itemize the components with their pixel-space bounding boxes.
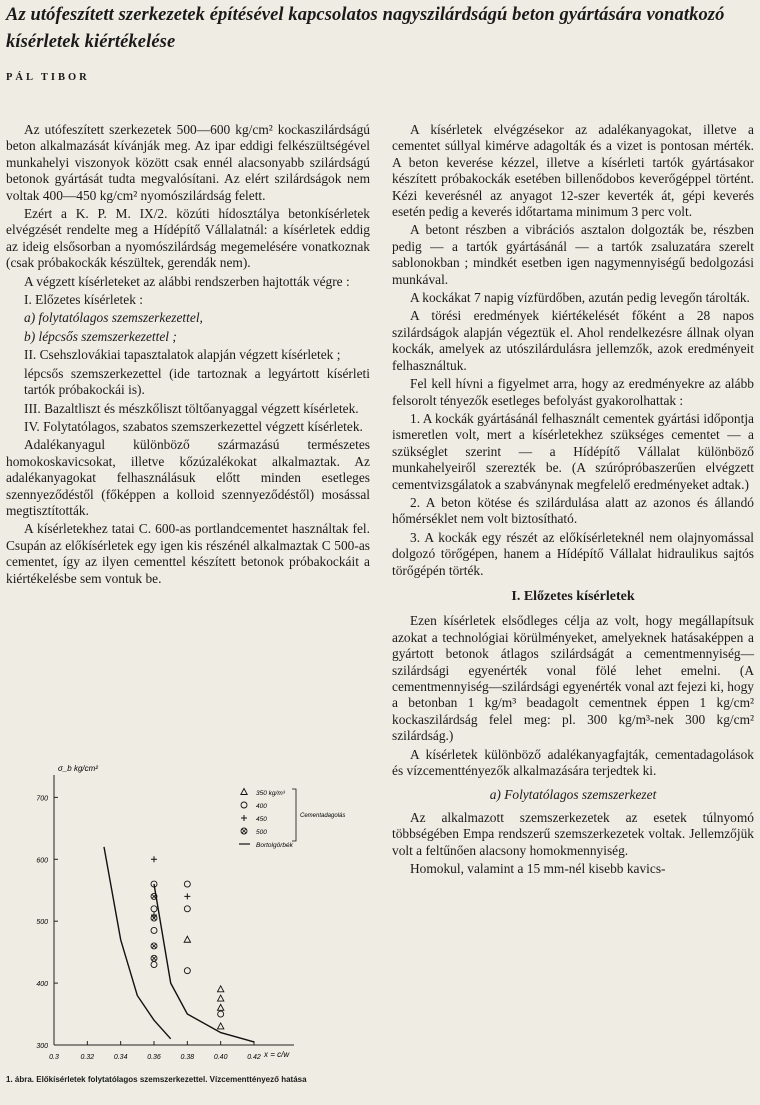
y-tick-label: 500	[36, 919, 48, 927]
legend-label: 500	[256, 829, 267, 836]
list-item	[6, 329, 370, 345]
data-point-400	[151, 962, 157, 968]
legend-label: 450	[256, 816, 267, 823]
paragraph: Az alkalmazott szemszerkezetek az esetek túlnyomó többségében Empa rendszerű szemszerkezetek voltak. Jellemzőjük volt a feltűnően alacsony homokmennyiség.	[392, 809, 754, 858]
data-point-350	[217, 995, 223, 1001]
data-point-400	[218, 1011, 224, 1017]
paragraph: 2. A beton kötése és szilárdulása alatt az azonos és állandó hőmérséklet nem volt biztosítható.	[392, 494, 754, 527]
data-point-450	[151, 856, 157, 862]
paragraph: A betont részben a vibrációs asztalon dolgozták be, részben pedig — a tartók gyártásánál — a tartók zsaluzatára szerelt sablonokban ; mindkét esetben igen nagymennyiségű bedolgozási munkával.	[392, 222, 754, 287]
list-item: IV. Folytatólagos, szabatos szemszerkezettel végzett kísérletek.	[24, 418, 363, 434]
figure-1	[4, 755, 374, 1105]
x-tick-label: 0.42	[247, 1054, 261, 1061]
paragraph: Ezért a K. P. M. IX/2. közúti hídosztálya betonkísérletek elvégzését rendelte meg a Hídépítő Vállalatnál: a kísérletek eddig az ideig elsősorban a nyomószilárdság megemelésére vonatkoznak (csak próbakockák készültek, gerendák nem).	[6, 206, 370, 271]
data-point-500-cross	[152, 956, 156, 960]
y-tick-label: 300	[36, 1043, 48, 1050]
y-axis-label: σ_b kg/cm²	[58, 764, 98, 773]
data-point-350	[217, 1004, 223, 1010]
bortol-curve	[104, 847, 171, 1039]
data-point-350	[241, 789, 247, 795]
list-item-text: b) lépcsős szemszerkezettel ;	[24, 328, 177, 344]
paragraph: Fel kell hívni a figyelmet arra, hogy az eredményekre az alább felsorolt tényezők esetleges befolyást gyakorolhattak :	[392, 376, 754, 408]
paragraph: 1. A kockák gyártásánál felhasznált cementek gyártási időpontja ismeretlen volt, mert a kísérletekhez szükséges cementet — a szükséglet szerint — a Hídépítő Vállalat különböző munkahelyeiről szerezték be. (A szúrópróbaszerűen elvégzett cementvizsgálatok a szabványnak megfelelő eredményeket adtak.)	[392, 410, 754, 492]
legend-brace	[292, 789, 296, 841]
paragraph: Adalékanyagul különböző származású természetes homokoskavicsokat, illetve kőzúzalékokat alkalmaztak. Az adalékanyagokat felhasználásuk előtt minden esetleges szennyeződéstől (főképpen a kolloid szennyeződéstől) mosással megtisztították.	[6, 437, 370, 518]
paragraph: Homokul, valamint a 15 mm-nél kisebb kavics-	[410, 861, 666, 877]
list-item: I. Előzetes kísérletek :	[24, 292, 143, 308]
list-item: III. Bazaltliszt és mészkőliszt töltőanyaggal végzett kísérletek.	[24, 400, 359, 416]
data-point-400	[184, 968, 190, 974]
list-item	[6, 310, 370, 326]
scatter-chart	[4, 755, 374, 1075]
data-point-500-cross	[242, 829, 246, 833]
data-point-400	[184, 881, 190, 887]
right-column	[392, 122, 754, 879]
data-point-400	[151, 927, 157, 933]
legend-group-label: Cementadagolás	[300, 813, 346, 819]
data-point-450	[184, 893, 190, 899]
paragraph: A végzett kísérleteket az alábbi rendszerben hajtották végre :	[24, 273, 350, 289]
legend-label: 350 kg/m³	[256, 790, 285, 797]
data-point-400	[241, 802, 247, 808]
x-tick-label: 0.38	[180, 1054, 195, 1061]
data-point-400	[184, 906, 190, 912]
data-point-400	[151, 906, 157, 912]
x-tick-label: 0.40	[213, 1054, 228, 1061]
data-point-500-cross	[152, 944, 156, 948]
x-axis-label: x = c/w	[264, 1050, 290, 1059]
paragraph: A kockákat 7 napig vízfürdőben, azután pedig levegőn tárolták.	[410, 290, 750, 306]
article-title: Az utófeszített szerkezetek építésével kapcsolatos nagyszilárdságú beton gyártására vonatkozó kísérletek kiértékelése	[6, 5, 725, 52]
data-point-350	[184, 936, 190, 942]
data-point-450	[241, 815, 247, 821]
x-tick-label: 0.34	[113, 1054, 128, 1061]
paragraph: 3. A kockák egy részét az előkísérleteknél nem olajnyomással dolgozó törőgépen, hanem a Hídépítő Vállalat hidraulikus sajtós törőgépén törték.	[392, 529, 754, 578]
x-tick-label: 0.32	[80, 1054, 95, 1061]
paragraph: Az utófeszített szerkezetek 500—600 kg/cm² kockaszilárdságú beton alkalmazását kívánják meg. Az ipar eddigi felkészültségével munkahelyi viszonyok között csak ennél alacsonyabb szilárdságú betonok gyártását tudta megvalósítani. Az elért szilárdságok nem voltak 400—450 kg/cm² nyomószilárdság felett.	[6, 122, 370, 203]
paragraph: A kísérletek különböző adalékanyagfajták, cementadagolások és vízcementtényezők alkalmazására terjedtek ki.	[392, 746, 754, 779]
paragraph: A kísérletek elvégzésekor az adalékanyagokat, illetve a cementet súllyal kimérve adagolták és a vizet is pontosan mérték. A beton keverése kézzel, illetve a kísérleti tartók gyártásakor készített próbakockák esetében billenődobos keverőgéppel történt. Kézi keverésnél az anyagot 12-szer keverték át, gépi keverés esetén pedig a keverés időtartama minimum 3 perc volt.	[392, 122, 754, 220]
legend-label: Bortolgörbék	[256, 842, 293, 849]
x-tick-label: 0.3	[49, 1054, 59, 1061]
figure-caption: 1. ábra. Előkísérletek folytatólagos szemszerkezettel. Vízcementtényező hatása	[6, 1075, 307, 1084]
left-column	[6, 122, 370, 589]
legend-label: 400	[256, 803, 267, 810]
section-heading: I. Előzetes kísérletek	[511, 588, 635, 604]
y-tick-label: 600	[36, 857, 48, 865]
paragraph: A törési eredmények kiértékelését főként a 28 napos szilárdságok alapján végeztük el. Ahol rendelkezésre állnak olyan kockák, amelyek az utószilárdulásra jellemzők, azok eredményeit felhasználtuk.	[392, 308, 754, 373]
data-point-350	[217, 986, 223, 992]
list-item: lépcsős szemszerkezettel (ide tartoznak a legyártott kísérleti tartók próbakockái is).	[24, 365, 370, 398]
y-tick-label: 700	[36, 795, 48, 803]
paragraph: Ezen kísérletek elsődleges célja az volt, hogy megállapítsuk azokat a technológiai körülményeket, amelyeknek hatásaképpen a gyártott betonok átlagos szilárdságát a cementmennyiség—szilárdsági egyenérték vonal fölé lehet emelni. (A cementmennyiség—szilárdsági egyenérték vonal azt fejezi ki, hogy a betonban 1 kg/m³ beadagolt cementnek éppen 1 kg/cm² kockaszilárdság felel meg: pl. 300 kg/m³-nek 300 kg/cm² szilárdság.)	[392, 613, 754, 744]
author-name: PÁL TIBOR	[6, 72, 90, 83]
paragraph: A kísérletekhez tatai C. 600-as portlandcementet használtak fel. Csupán az előkísérletek egy igen kis részénél alkalmaztak C 500-as cementet, így az ilyen cementtel készített betonok próbakockáit a kiértékelésbe sem vontuk be.	[6, 521, 370, 586]
y-tick-label: 400	[36, 981, 48, 989]
list-item-text: a) folytatólagos szemszerkezettel,	[24, 310, 203, 326]
list-item: II. Csehszlovákiai tapasztalatok alapján végzett kísérletek ;	[24, 347, 341, 363]
subsection-heading: a) Folytatólagos szemszerkezet	[489, 787, 657, 803]
data-point-350	[217, 1023, 223, 1029]
bortol-curve	[154, 884, 254, 1042]
x-tick-label: 0.36	[147, 1054, 161, 1061]
